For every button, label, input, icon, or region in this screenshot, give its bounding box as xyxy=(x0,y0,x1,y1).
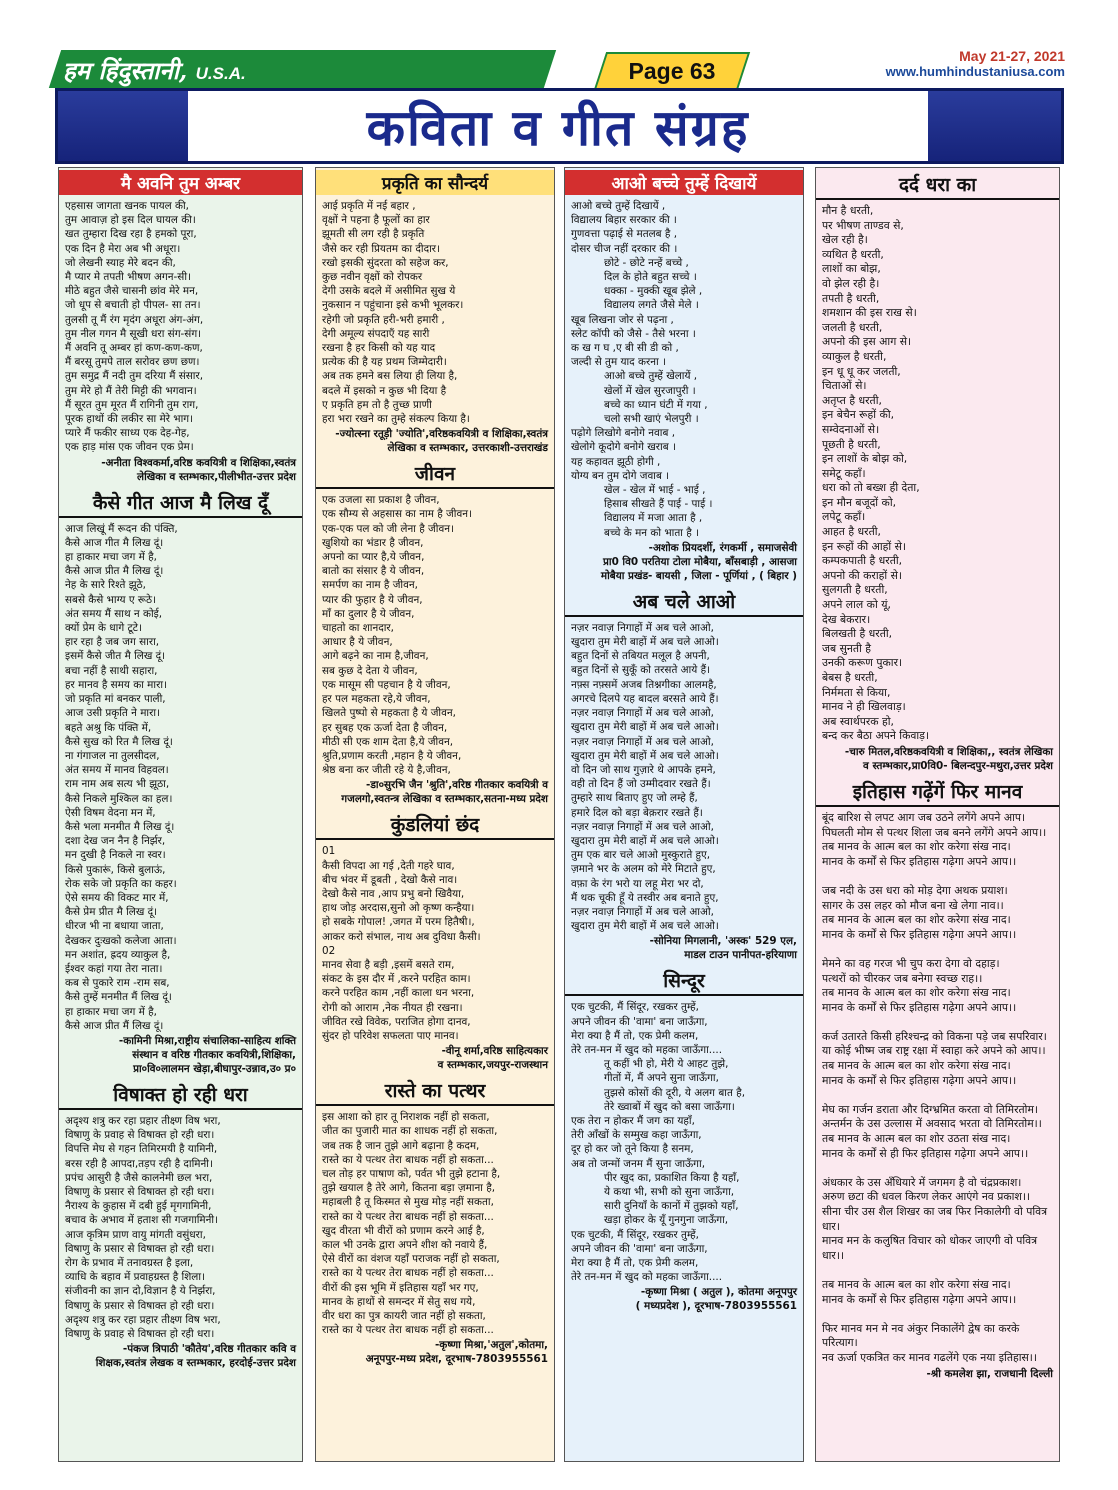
poem-author: -ज्योत्स्ना रतूड़ी 'ज्योति',वरिष्ठकवयित्री व शिक्षिका,स्वतंत्र लेखिका व स्तम्भकार, उत्तरकाशी-उत्तराखंड xyxy=(335,428,548,455)
website-link[interactable]: www.humhindustaniusa.com xyxy=(885,64,1065,79)
page-header xyxy=(55,50,1065,88)
column-4 xyxy=(815,167,1060,1462)
poem-author: -डा०सुरभि जैन 'श्रुति',वरिष्ठ गीतकार कवयित्री व गजलगो,स्वतन्त्र लेखिका व स्तम्भकार,सतना-मध्य प्रदेश xyxy=(341,779,548,806)
poem-title: कैसे गीत आज मै लिख दूँ xyxy=(59,488,302,518)
poem-text: बूंद बारिश से लपट आग जब उठने लगेंगे अपने आप। पिघलती मोम से पत्थर शिला जब बनने लगेंगे अपने आप।। तब मानव के आत्म बल का शोर करेगा संख नाद। मानव के कर्मों से फिर इतिहास गढ़ेगा अपने आप।। जब नदी के उस धरा को मोड़ देगा अथक प्रयाश। सागर के उस लहर को मौज बना खे लेगा नाव।। तब मानव के आत्म बल का शोर करेगा संख नाद। मानव के कर्मों से फिर इतिहास गढ़ेगा अपने आप।। मेमने का वह गरज भी चुप करा देगा वो दहाड़। पत्थरों को चीरकर जब बनेगा स्वच्छ राह।। तब मानव के आत्म बल का शोर करेगा संख नाद। मानव के कर्मों से फिर इतिहास गढ़ेगा अपने आप।। कर्ज उतारते किसी हरिश्चन्द्र को विकना पड़े जब सपरिवार। या कोई भीष्म जब राष्ट्र रक्षा में स्वाहा करे अपने को आप।। तब मानव के आत्म बल का शोर करेगा संख नाद। मानव के कर्मों से फिर इतिहास गढ़ेगा अपने आप।। मेघ का गर्जन डराता और दिग्भ्रमित करता वो तिमिरतोम। अन्तर्मन के उस उल्लास में अवसाद भरता वो तिमिरतोम।। तब मानव के आत्म बल का शोर उठता संख नाद। मानव के कर्मों से ही फिर इतिहास गढ़ेगा अपने आप।। अंधकार के उस अँधियारे में जगमग है वो चंद्रप्रकाश। अरुण छटा की धवल किरण लेकर आएंगे नव प्रकाश।। सीना चीर उस शैल शिखर का जब फिर निकालेगी वो पवित्र धार। मानव मन के कलुषित विचार को धोकर जाएगी वो पवित्र धार।। तब मानव के आत्म बल का शोर करेगा संख नाद। मानव के कर्मों से फिर इतिहास गढ़ेगा अपने आप।। फिर मानव मन मे नव अंकुर निकालेंगे द्वेष का करके परित्याग। नव ऊर्जा एकत्रित कर मानव गढलेंगे एक नया इतिहास।। xyxy=(822,810,1048,1364)
poem-text: नज़र नवाज़ निगाहों में अब चले आओ, खुदारा तुम मेरी बाहों में अब चले आओ। बहुत दिनों से तबियत मलूल है अपनी, बहुत दिनों से सुकूँ को तरसते आये हैं। नफ़्स नफ़्समें अजब तिश्नगीका आलमहै, अगरचे दिलपे यह बादल बरसते आये हैं। नज़र नवाज़ निगाहों में अब चले आओ, खुदारा तुम मेरी बाहों में अब चले आओ। नज़र नवाज़ निगाहों में अब चले आओ, खुदारा तुम मेरी बाहों में अब चले आओ। वो दिन जो साथ गुज़ारे थे आपके हमने, वही तो दिन हैं जो उम्मीदवार रखते हैं। तुम्हारे साथ बिताए हुए जो लम्हे हैं, हमारे दिल को बड़ा बेक़रार रखते हैं। नज़र नवाज़ निगाहों में अब चले आओ, खुदारा तुम मेरी बाहों में अब चले आओ। तुम एक बार चले आओ मुस्कुराते हुए, ज़माने भर के अलम को मेरे मिटाते हुए, वफ़ा के रंग भरो या लहू मेरा भर दो, मैं थक चूकी हूँ ये तस्वीर अब बनाते हुए, नज़र नवाज़ निगाहों में अब चले आओ, खुदारा तुम मेरी बाहों में अब चले आओ। xyxy=(571,621,719,933)
issue-date: May 21-27, 2021 xyxy=(959,48,1065,64)
column-3 xyxy=(564,167,804,1462)
issue-info xyxy=(886,48,1065,79)
poem-title: इतिहास गढ़ेंगें फिर मानव xyxy=(816,777,1059,807)
poem-author: -कामिनी मिश्रा,राष्ट्रीय संचालिका-साहित्य शक्ति संस्थान व वरिष्ठ गीतकार कवयित्री,शिक्षिका, प्रा०वि०लालमन खेड़ा,बीघापुर-उन्नाव,उ० प्र० xyxy=(118,1034,296,1075)
poem-title: रास्ते का पत्थर xyxy=(316,1076,554,1106)
poem-author: -श्री कमलेश झा, राजधानी दिल्ली xyxy=(926,1367,1053,1380)
poem-text: एहसास जागता खनक पायल की, तुम आवाज़ हो इस दिल घायल की। खत तुम्हारा दिख रहा है हमको पूरा, एक दिन है मेरा अब भी अधूरा। जो लेखनी स्याह मेरे बदन की, मै प्यार मे तपती भीषण अगन-सी। मीठे बहुत जैसे चासनी छांव मेरे मन, जो धूप से बचाती हो पीपल- सा तन। तुलसी तू मैं रंग मृदंग अधूरा अंग-अंग, तुम नील गगन मै सूखी धरा संग-संग। मैं अवनि तू अम्बर हां कण-कण-कण, मैं बरसू तुमपे ताल सरोवर छण छण। तुम समुद्र मैं नदी तुम दरिया मैं संसार, तुम मेरे हो मैं तेरी मिट्टी की भगवान। मैं सूरत तुम मूरत मैं रागिनी तुम राग, पूरक हाथों की लकीर सा मेरे भाग। प्यारे मैं फकीर साध्य एक देह-गेह, एक हाड़ मांस एक जीवन एक प्रेम। xyxy=(65,200,204,454)
poem-author: -कृष्णा मिश्रा ( अतुल ), कोतमा अनूपपुर ( मध्यप्रदेश ), दूरभाष-7803955561 xyxy=(635,1286,797,1313)
poem-title: दर्द धरा का xyxy=(816,170,1059,200)
poem-text: अदृश्य शत्रु कर रहा प्रहार तीक्ष्ण विष भरा, विषाणु के प्रवाह से विषाक्त हो रही धरा। विपत्ति मेघ से गहन तिमिरमयी है यामिनी, बरस रही है आपदा,तड़प रही है दामिनी। प्रपंच आसुरी है जैसे कालनेमी छल भरा, विषाणु के प्रसार से विषाक्त हो रही धरा। नैराश्य के कुहास में दबी हुई मृगगामिनी, बचाव के अभाव में हताश सी गजगामिनी। आज कृत्रिम प्राण वायु मांगती वसुंधरा, विषाणु के प्रसार से विषाक्त हो रही धरा। रोग के प्रभाव में तनावग्रस्त है इला, व्याधि के बहाव में प्रवाहग्रस्त है शिला। संजीवनी का ज्ञान दो,विज्ञान है ये निर्झरा, विषाणु के प्रसार से विषाक्त हो रही धरा। अदृश्य शत्रु कर रहा प्रहार तीक्ष्ण विष भरा, विषाणु के प्रवाह से विषाक्त हो रही धरा। xyxy=(65,1114,221,1341)
poem-author: -चारु मितल,वरिष्ठकवयित्री व शिक्षिका,, स्वतंत्र लेखिका व स्तम्भकार,प्रा0वि0- बिलन्दपुर-मथुरा,उत्तर प्रदेश xyxy=(844,745,1053,772)
column-2 xyxy=(315,167,555,1462)
poem-text: आज लिखूं मैं रूदन की पंक्ति, कैसे आज गीत मै लिख दूं। हा हाकार मचा जग में है, कैसे आज प्रीत मै लिख दूं। नेह के सारे रिश्ते झूठे, सबसे कैसे भाग्य ए रूठे। अंत समय मैं साथ न कोई, क्यों प्रेम के धागे टूटे। हार रहा है जब जग सारा, इसमें कैसे जीत मै लिख दूं। बचा नहीं है साथी सहारा, हर मानव है समय का मारा। जो प्रकृति मां बनकर पाली, आज उसी प्रकृति ने मारा। बहते अश्रु कि पंक्ति में, कैसे सुख को रित मै लिख दूं। ना गंगाजल ना तुलसीदल, अंत समय में मानव विहवल। राम नाम अब सत्य भी झूठा, कैसे निकले मुश्किल का हल। ऐसी विषम वेदना मन में, कैसे भला मनमीत मै लिख दूं। दशा देख जन नैन है निर्झर, मन दुखी है निकले ना स्वर। किसे पुकारूं, किसे बुलाऊं, रोक सके जो प्रकृति का कहर। ऐसे समय की विकट मार में, कैसे प्रेम प्रीत मै लिख दूं। धीरज भी ना बधाया जाता, देखकर दुःखको कलेजा आता। मन अशांत, ह्रदय व्याकुल है, ईश्वर कहां गया तेरा नाता। कब से पुकारे राम -राम सब, कैसे तुम्हें मनमीत मैं लिख दूं। हा हाकार मचा जग में है, कैसे आज प्रीत मैं लिख दूं। xyxy=(65,522,178,1032)
poem-text: इस आशा को हार तू निराशक नहीं हो सकता, जीत का पुजारी मात का शाधक नहीं हो सकता, जब तक है जान तुझे आगे बढ़ाना है कदम, रास्ते का ये पत्थर तेरा बाधक नहीं हो सकता... चल तोड़ हर पाषाण को, पर्वत भी तुझे हटाना है, तुझे खयाल है तेरे आगे, कितना बड़ा ज़माना है, महाबली है तू किस्मत से मुख मोड़ नहीं सकता, रास्ते का ये पत्थर तेरा बाधक नहीं हो सकता... खुद वीरता भी वीरों को प्रणाम करने आई है, काल भी उनके द्वारा अपने शीश को नवाये हैं, ऐसे वीरों का वंशज यहाँ पराजक नहीं हो सकता, रास्ते का ये पत्थर तेरा बाधक नहीं हो सकता... वीरों की इस भूमि में इतिहास यहाँ भर गए, मानव के हाथों से समन्दर में सेतु सध गये, वीर धरा का पुत्र कायरी जात नहीं हो सकता, रास्ते का ये पत्थर तेरा बाधक नहीं हो सकता... xyxy=(322,1111,501,1337)
poem-title: मै अवनि तुम अम्बर xyxy=(59,170,302,195)
poem-title: सिन्दूर xyxy=(565,966,803,996)
poem-author: -कृष्णा मिश्रा,'अतुल',कोतमा, अनूपपुर-मध्य प्रदेश, दूरभाष-7803955561 xyxy=(365,1339,548,1366)
poem-title: कुंडलियां छंद xyxy=(316,810,554,840)
page-number-badge: Page 63 xyxy=(594,52,750,90)
poem-title: जीवन xyxy=(316,459,554,489)
section-title: कविता व गीत संग्रह xyxy=(188,91,928,161)
poem-text: 01 कैसी विपदा आ गई ,देती गहरे घाव, बीच भंवर में डूबती , देखो कैसे नाव। देखो कैसे नाव ,आप प्रभु बनो खिवैया, हाथ जोड़ अरदास,सुनो ओ कृष्ण कन्हैया। हो सबके गोपाल! ,जगत में परम हितैषी।, आकर करो संभाल, नाथ अब दुविधा कैसी। 02 मानव सेवा है बड़ी ,इसमें बसते राम, संकट के इस दौर में ,करने परहित काम। करने परहित काम ,नहीं काला धन भरना, रोगी को आराम ,नेक नीयत ही रखना। जीवित रखे विवेक, पराजित होगा दानव, सुंदर हो परिवेश सफलता पाए मानव। xyxy=(322,845,481,1042)
poem-text: एक चुटकी, मैं सिंदूर, रखकर तुम्हें, अपने जीवन की 'वामा' बना जाऊँगा, मेरा क्या है मैं तो, एक प्रेमी कलम, तेरे तन-मन में खुद को महका जाऊँगा.... तू कहीं भी हो, मेरी ये आहट तुझे, गीतों में, मैं अपने सुना जाऊँगा, तुझसे कोसों की दूरी, ये अलग बात है, तेरे ख्वाबों में खुद को बसा जाऊँगा। एक तेरा न होकर मैं जग का यहाँ, तेरी आँखों के सम्मुख कहा जाऊँगा, दूर हो कर जो तूने किया है सनम, अब तो जन्मों जनम मैं सुना जाऊँगा, पीर खुद का, प्रकाशित किया है यहाँ, ये कथा भी, सभी को सुना जाऊँगा, सारी दुनियाँ के कानों में तुझको यहाँ, खड़ा होकर के यूँ गुनगुना जाऊँगा, एक चुटकी, मैं सिंदूर, रखकर तुम्हें, अपने जीवन की 'वामा' बना जाऊँगा, मेरा क्या है मैं तो, एक प्रेमी कलम, तेरे तन-मन में खुद को महका जाऊँगा.... xyxy=(571,1001,745,1284)
brand-name: हम हिंदुस्तानी, U.S.A. xyxy=(63,56,246,85)
poem-author: -वीनू शर्मा,वरिष्ठ साहित्यकार व स्तम्भकार,जयपुर-राजस्थान xyxy=(437,1045,548,1072)
poem-author: -पंकज त्रिपाठी 'कौतेय',वरिष्ठ गीतकार कवि व शिक्षक,स्वतंत्र लेखक व स्तम्भकार, हरदोई-उत्तर प्रदेश xyxy=(95,1343,296,1370)
poem-text: आओ बच्चे तुम्हें दिखायें , विद्यालय बिहार सरकार की । गुणवत्ता पढ़ाई से मतलब है , दोसर चीज नहीं दरकार की । छोटे - छोटे नन्हें बच्चे , दिल के होते बहुत सच्चे । धक्का - मुक्की खूब झेले , विद्यालय लगते जैसे मेले । खूब लिखना जोर से पढ़ना , स्लेट कॉपी को जैसे - तैसे भरना । क ख ग घ ,ए बी सी डी को , जल्दी से तुम याद करना । आओ बच्चे तुम्हें खेलायें , खेलों में खेल सुरजापुरी । बच्चे का ध्यान घंटी में गया , चलो सभी खाएं भेलपुरी । पढ़ोगे लिखोगे बनोगे नवाब , खेलोगे कूदोगे बनोगे खराब । यह कहावत झूठी होगी , योग्य बन तुम दोगे जवाब । खेल - खेल में भाई - भाई , हिसाब सीखते हैं पाई - पाई । विद्यालय में मजा आता है , बच्चे के मन को भाता है । xyxy=(571,200,713,539)
poem-title: विषाक्त हो रही धरा xyxy=(59,1080,302,1110)
poem-text: आई प्रकृति में नई बहार , वृक्षों ने पहना है फूलों का हार झूमती सी लग रही है प्रकृति जैसे कर रही प्रियतम का दीदार। रखो इसकी सुंदरता को सहेज कर, कुछ नवीन वृक्षों को रोपकर देगी उसके बदले में असीमित सुख ये नुकसान न पहुंचाना इसे कभी भूलकर। रहेगी जो प्रकृति हरी-भरी हमारी , देगी अमूल्य संपदाएँ यह सारी रखना है हर किसी को यह याद प्रत्येक की है यह प्रथम जिम्मेदारी। अब तक हमने बस लिया ही लिया है, बदले में इसको न कुछ भी दिया है ए प्रकृति हम तो है तुच्छ प्राणी हरा भरा रखने का तुम्हे संकल्प किया है। xyxy=(322,200,470,426)
poem-author: -अनीता विश्वकर्मा,वरिष्ठ कवयित्री व शिक्षिका,स्वतंत्र लेखिका व स्तम्भकार,पीलीभीत-उत्तर प्रदेश xyxy=(101,456,296,483)
column-1 xyxy=(58,167,303,1462)
poem-author: -सोनिया मिगलानी, 'अस्क' 529 एल, माडल टाउन पानीपत-हरियाणा xyxy=(649,935,797,962)
poem-title: आओ बच्चे तुम्हें दिखायें xyxy=(565,170,803,195)
poem-text: मौन है धरती, पर भीषण ताण्डव से, खेल रही है। व्यथित है धरती, लाशों का बोझ, वो झेल रही है। तपती है धरती, शमशान की इस राख से। जलती है धरती, अपनो की इस आग से। व्याकुल है धरती, इन धू धू कर जलती, चिताओं से। अतृप्त है धरती, इन बेचैन रूहों की, सम्वेदनाओं से। पूछती है धरती, इन लाशों के बोझ को, समेटू कहाँ। धरा को तो बख्श ही देता, इन मौन बजूदों को, लपेटू कहाँ। आहत है धरती, इन रूहों की आहों से। कम्पकपाती है धरती, अपनो की कराहों से। सुलगती है धरती, अपने लाल को यूं, देख बेकरार। बिलखती है धरती, जब सुनती है उनकी करूण पुकार। बेबस है धरती, निर्ममता से किया, मानव ने ही खिलवाड़। अब स्वार्थपरक हो, बन्द कर बैठा अपने किवाड़। xyxy=(822,204,930,743)
poem-title: अब चले आओ xyxy=(565,587,803,617)
poem-text: एक उजला सा प्रकाश है जीवन, एक सौम्य से अहसास का नाम है जीवन। एक-एक पल को जी लेना है जीवन। खुशियो का भंडार है जीवन, अपनो का प्यार है,ये जीवन, बातो का संसार है ये जीवन, समर्पण का नाम है जीवन, प्यार की फुहार है ये जीवन, माँ का दुलार है ये जीवन, चाहतो का शानदार, आधार है ये जीवन, आगे बढ़ने का नाम है,जीवन, सब कुछ दे देता ये जीवन, एक मासूम सी पहचान है ये जीवन, हर पल महकता रहे,ये जीवन, खिलते पुष्पो से महकता है ये जीवन, हर सुबह एक ऊर्जा देता है जीवन, मीठी सी एक शाम देता है,ये जीवन, श्रुति,प्रणाम करती ,महान है ये जीवन, श्रेष्ठ बना कर जीती रहे ये है,जीवन, xyxy=(322,494,472,777)
section-banner xyxy=(55,88,1064,164)
poem-title: प्रकृति का सौन्दर्य xyxy=(316,170,554,195)
poem-author: -अशोक प्रियदर्शी, रंगकर्मी , समाजसेवी प्रा0 वि0 परतिया टोला मोबैया, बाँसबाड़ी , आसजा मोबैया प्रखंड- बायसी , जिला - पूर्णियां , ( बिहार ) xyxy=(600,541,797,582)
